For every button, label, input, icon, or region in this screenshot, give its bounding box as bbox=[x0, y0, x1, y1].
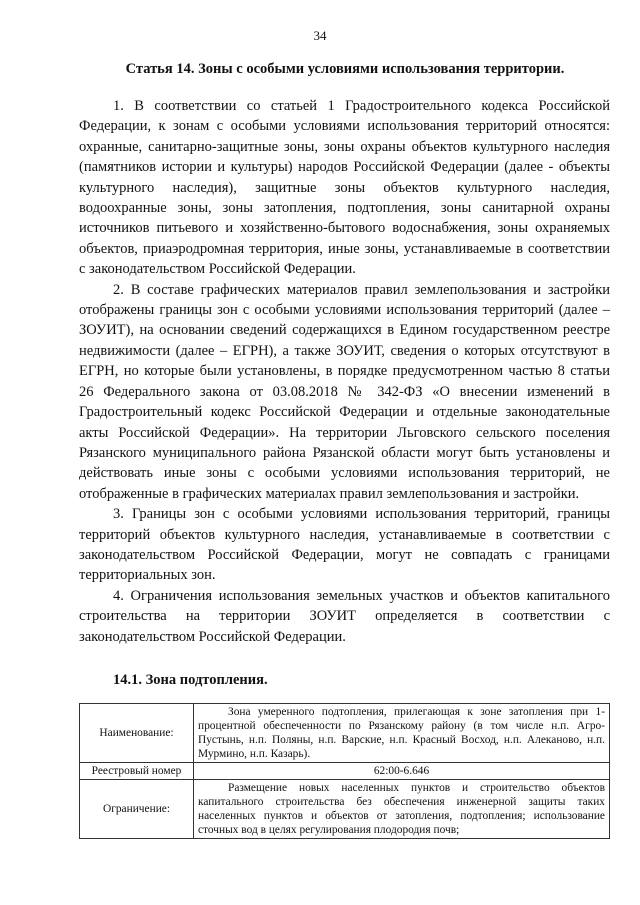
article-title: Статья 14. Зоны с особыми условиями использования территории. bbox=[125, 61, 565, 77]
paragraph-1: 1. В соответствии со статьей 1 Градостроительного кодекса Российской Федерации, к зонам с особыми условиями использования территорий относятся: охранные, санитарно-защитные зоны, зоны охраны объектов культурного наследия (памятников истории и культуры) народов Российской Федерации (далее - объекты культурного наследия), защитные зоны объектов культурного наследия, водоохранные зоны, зоны затопления, подтопления, зоны санитарной охраны источников питьевого и хозяйственно-бытового водоснабжения, зоны охраняемых объектов, приаэродромная территория, иные зоны, устанавливаемые в соответствии с законодательством Российской Федерации. bbox=[79, 98, 610, 278]
table-value-cell: 62:00-6.646 bbox=[194, 763, 610, 780]
paragraph-4: 4. Ограничения использования земельных участков и объектов капитального строительства на территории ЗОУИТ определяется в соответствии с законодательством Российской Федерации. bbox=[79, 587, 610, 645]
page-number: 34 bbox=[313, 28, 327, 43]
table-label-cell: Ограничение: bbox=[80, 780, 194, 839]
section-heading: 14.1. Зона подтопления. bbox=[113, 672, 268, 688]
paragraph-3: 3. Границы зон с особыми условиями использования территорий, границы территорий объектов культурного наследия, устанавливаемые в соответствии с законодательством Российской Федерации, могут не совпадать с границами территориальных зон. bbox=[79, 506, 610, 584]
table-label-cell: Наименование: bbox=[80, 704, 194, 763]
article-body bbox=[79, 96, 610, 647]
table-row bbox=[80, 704, 610, 763]
paragraph-2: 2. В составе графических материалов правил землепользования и застройки отображены границы зон с особыми условиями использования территорий (далее – ЗОУИТ), на основании сведений содержащихся в Едином государственном реестре недвижимости (далее – ЕГРН), а также ЗОУИТ, сведения о которых отсутствуют в ЕГРН, но которые были установлены, в порядке предусмотренном частью 8 статьи 26 Федерального закона от 03.08.2018 № 342-ФЗ «О внесении изменений в Градостроительный кодекс Российской Федерации и отдельные законодательные акты Российской Федерации». На территории Льговского сельского поселения Рязанского муниципального района Рязанской области могут быть установлены и действовать иные зоны с особыми условиями использования территорий, не отображенные в графических материалах правил землепользования и застройки. bbox=[79, 281, 610, 502]
table-value-cell: Зона умеренного подтопления, прилегающая к зоне затопления при 1-процентной обеспеченности по Рязанскому району (в том числе н.п. Агро-Пустынь, н.п. Поляны, н.п. Варские, н.п. Красный Восход, н.п. Алеканово, н.п. Мурмино, н.п. Казарь). bbox=[194, 704, 610, 763]
zone-table bbox=[79, 703, 610, 839]
table-row bbox=[80, 780, 610, 839]
table-label-cell: Реестровый номер bbox=[80, 763, 194, 780]
table-value-cell: Размещение новых населенных пунктов и строительство объектов капитального строительства без обеспечения инженерной защиты таких населенных пунктов и объектов от затопления, подтопления; использование сточных вод в целях регулирования плодородия почв; bbox=[194, 780, 610, 839]
table-row bbox=[80, 763, 610, 780]
